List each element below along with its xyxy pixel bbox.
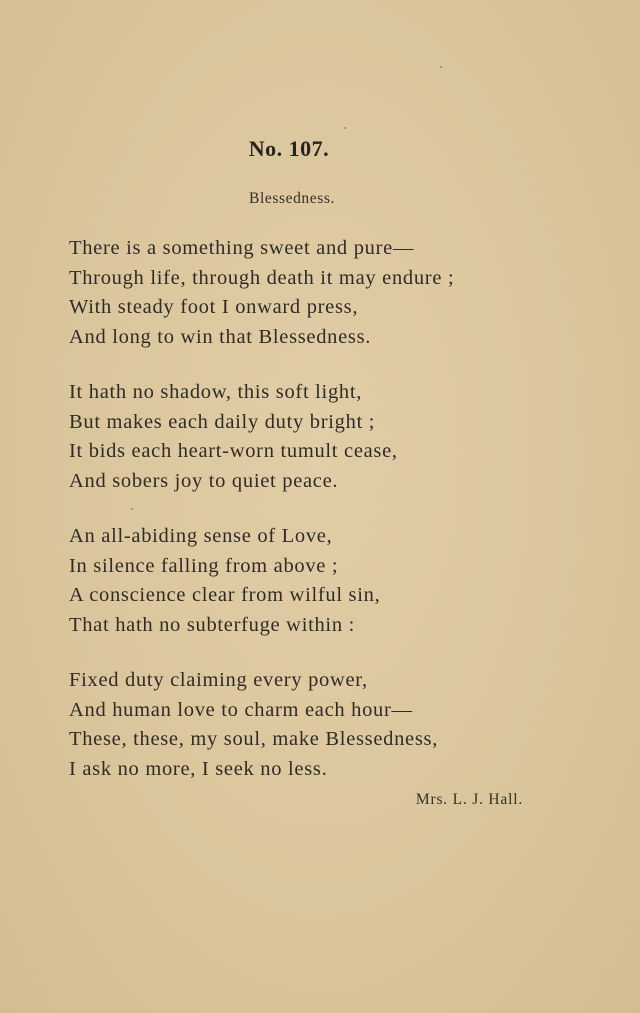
paper-speck <box>344 127 346 129</box>
verse-line: But makes each daily duty bright ; <box>69 410 376 433</box>
verse-line: And long to win that Blessedness. <box>69 325 372 348</box>
verse-line: These, these, my soul, make Blessedness, <box>69 728 439 750</box>
stanza-2 <box>69 378 589 496</box>
verse-line: Fixed duty claiming every power, <box>69 669 368 691</box>
verse-line: It hath no shadow, this soft light, <box>69 381 363 403</box>
verse-line: That hath no subterfuge within : <box>69 613 355 636</box>
stanza-4 <box>69 666 589 784</box>
hymn-text <box>69 234 589 810</box>
hymn-title: Blessedness. <box>249 190 335 207</box>
verse-line: And human love to charm each hour— <box>69 698 413 721</box>
verse-line: An all-abiding sense of Love, <box>69 525 333 547</box>
author-credit: Mrs. L. J. Hall. <box>415 791 523 808</box>
paper-speck <box>440 66 442 68</box>
verse-line: In silence falling from above ; <box>69 554 339 577</box>
verse-line: There is a something sweet and pure— <box>69 237 415 259</box>
stanza-1 <box>69 234 589 352</box>
verse-line: Through life, through death it may endure ; <box>69 266 455 289</box>
verse-line: It bids each heart-worn tumult cease, <box>69 440 398 462</box>
verse-line: And sobers joy to quiet peace. <box>69 469 339 492</box>
verse-line: With steady foot I onward press, <box>69 296 359 318</box>
stanza-3 <box>69 522 589 640</box>
verse-line: A conscience clear from wilful sin, <box>69 584 381 606</box>
hymn-number: No. 107. <box>248 136 330 161</box>
verse-line: I ask no more, I seek no less. <box>69 757 328 780</box>
